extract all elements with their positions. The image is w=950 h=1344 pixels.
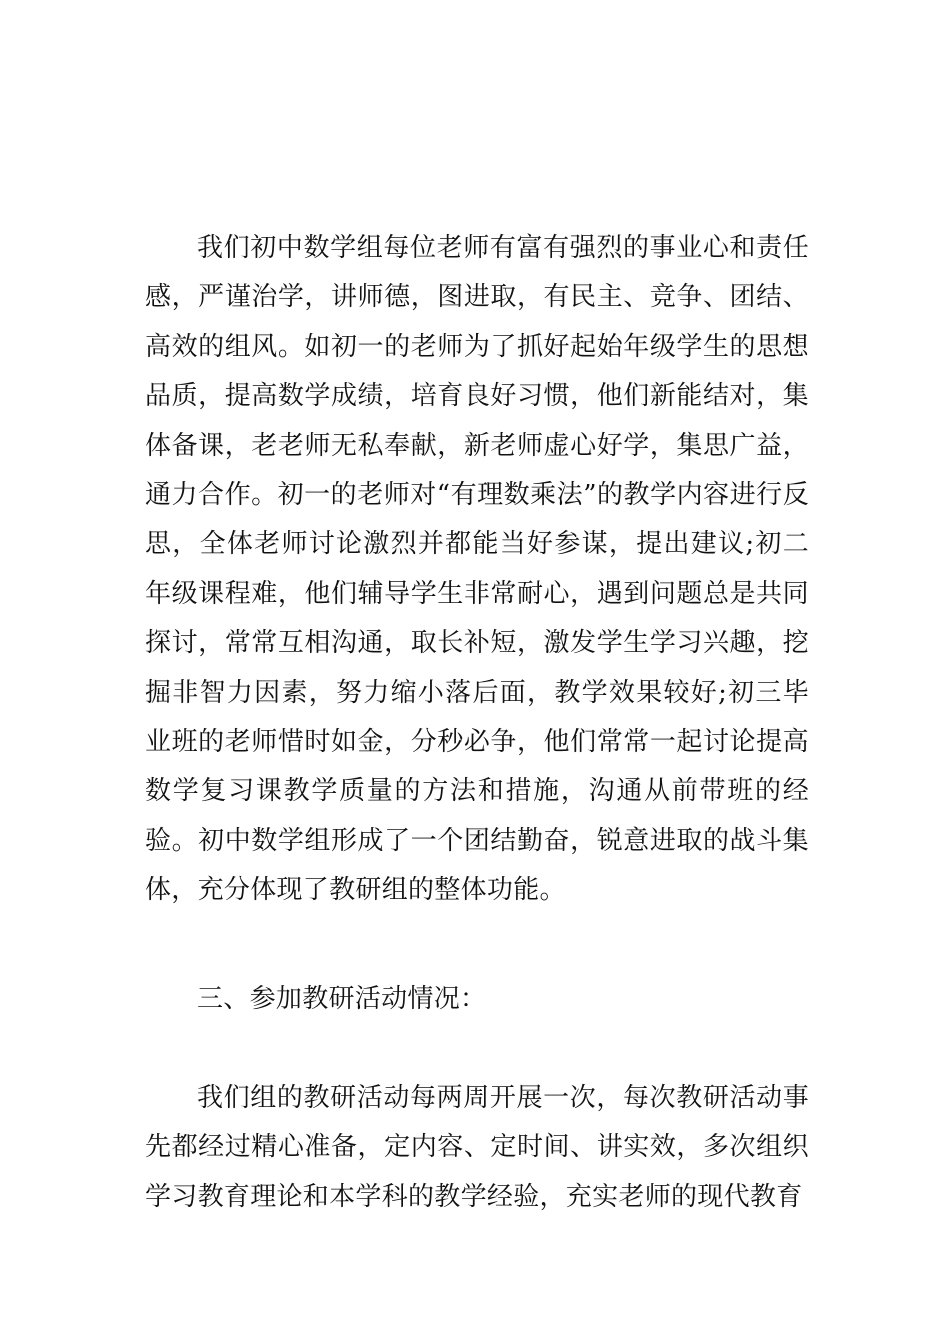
body-paragraph: 我们组的教研活动每两周开展一次，每次教研活动事先都经过精心准备，定内容、定时间、讲实效，多次组织学习教育理论和本学科的教学经验，充实老师的现代教育	[145, 1083, 809, 1212]
section-heading: 三、参加教研活动情况：	[197, 984, 487, 1014]
body-paragraph: 我们初中数学组每位老师有富有强烈的事业心和责任感，严谨治学，讲师德，图进取，有民主、竞争、团结、高效的组风。如初一的老师为了抓好起始年级学生的思想品质，提高数学成绩，培育良好习惯，他们新能结对，集体备课，老老师无私奉献，新老师虚心好学，集思广益，通力合作。初一的老师对“有理数乘法”的教学内容进行反思，全体老师讨论激烈并都能当好参谋，提出建议;初二年级课程难，他们辅导学生非常耐心，遇到问题总是共同探讨，常常互相沟通，取长补短，激发学生学习兴趣，挖掘非智力因素，努力缩小落后面，教学效果较好;初三毕业班的老师惜时如金，分秒必争，他们常常一起讨论提高数学复习课教学质量的方法和措施，沟通从前带班的经验。初中数学组形成了一个团结勤奋，锐意进取的战斗集体，充分体现了教研组的整体功能。	[145, 233, 809, 906]
